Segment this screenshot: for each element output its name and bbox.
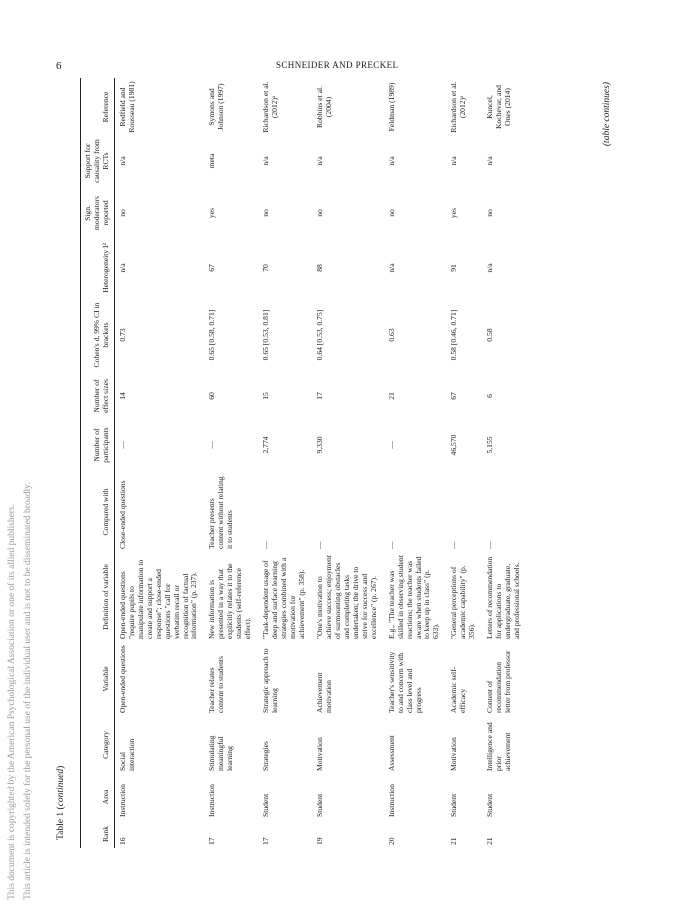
cell-cohens-d: 0.58 [0.46, 0.71] [449, 309, 459, 361]
cell-rank: 21 [449, 837, 459, 845]
rotated-table [54, 78, 622, 848]
copyright-line-1: This document is copyrighted by the American Psychological Association or one of its allied publishers. [7, 503, 17, 900]
cell-effect-sizes: 15 [261, 392, 271, 400]
cell-cohens-d: 0.65 [0.53, 0.81] [261, 309, 271, 361]
cell-rank: 16 [117, 837, 127, 845]
cell-effect-sizes: 17 [314, 392, 324, 400]
copyright-line-2: This article is intended solely for the personal use of the individual user and is not to be disseminated broadly. [23, 482, 33, 900]
cell-moderators: no [314, 209, 324, 217]
cell-reference: Robbins et al. (2004) [314, 86, 333, 128]
cell-participants: 2,774 [261, 436, 271, 454]
col-header: Number of effect sizes [81, 374, 115, 418]
cell-causality: n/a [386, 156, 396, 166]
meta-analysis-table [80, 78, 527, 848]
col-header: Rank [81, 820, 115, 848]
cell-causality: n/a [314, 156, 324, 166]
cell-causality: meta [207, 153, 217, 169]
col-header: Category [81, 716, 115, 774]
cell-moderators: yes [449, 207, 459, 219]
cell-category: Social interaction [117, 738, 136, 771]
cell-category: Stimulating meaningful learning [207, 735, 235, 771]
cell-participants: — [117, 441, 127, 449]
cell-reference: Feldman (1989) [386, 82, 396, 132]
cell-causality: n/a [485, 156, 495, 166]
table-row [204, 78, 258, 848]
table-header-row [81, 78, 115, 848]
table-continues-note: (table continues) [602, 82, 612, 147]
caption-label: Table 1 ( [56, 806, 66, 840]
cell-participants: 46,570 [449, 434, 459, 456]
cell-category: Motivation [314, 737, 324, 771]
table-row [312, 78, 384, 848]
cell-compared-with: — [449, 541, 459, 549]
cell-area: Instruction [207, 784, 217, 817]
cell-compared-with: Close-ended questions [117, 480, 127, 549]
cell-moderators: no [261, 209, 271, 217]
cell-moderators: no [117, 209, 127, 217]
col-header: Area [81, 774, 115, 820]
cell-category: Intelligence and prior achievement [485, 722, 513, 771]
table-row [258, 78, 312, 848]
cell-definition: E.g., "The teacher was skilled in observing student reactions; the teacher was aware when students failed to keep up in class" (p. 633). [386, 555, 441, 639]
cell-variable: Strategic approach to learning [261, 648, 280, 713]
table-row [482, 78, 527, 848]
cell-causality: n/a [117, 156, 127, 166]
cell-rank: 17 [261, 837, 271, 845]
cell-category: Strategies [261, 741, 271, 771]
cell-reference: Symons and Johnson (1997) [207, 83, 226, 131]
col-header: Compared with [81, 472, 115, 552]
cell-area: Student [485, 793, 495, 817]
cell-effect-sizes: 14 [117, 392, 127, 400]
cell-area: Student [314, 793, 324, 817]
cell-compared-with: — [485, 541, 495, 549]
cell-reference: Richardson et al. (2012)ᵃ [449, 81, 468, 133]
cell-area: Student [261, 793, 271, 817]
cell-variable: Academic self-efficacy [449, 666, 468, 713]
cell-definition: "One's motivation to achieve success; enjoyment of surmounting obstacles and completing tasks undertaken; the drive to strive for success and excellence" (p. 267). [314, 555, 378, 639]
cell-rank: 20 [386, 837, 396, 845]
table-row [384, 78, 447, 848]
cell-cohens-d: 0.65 [0.58, 0.71] [207, 309, 217, 361]
col-header: Support for causality from RCTs [81, 136, 115, 186]
cell-compared-with: Teacher presents content without relating it to students [207, 476, 235, 549]
cell-moderators: no [386, 209, 396, 217]
cell-cohens-d: 0.63 [386, 328, 396, 342]
cell-variable: Open-ended questions [117, 645, 127, 713]
cell-reference: Kuncel, Kochevar, and Ones (2014) [485, 85, 513, 129]
cell-cohens-d: 0.73 [117, 328, 127, 342]
cell-compared-with: — [261, 541, 271, 549]
copyright-notice [4, 60, 36, 900]
cell-heterogeneity: n/a [485, 263, 495, 273]
cell-cohens-d: 0.64 [0.53, 0.75] [314, 309, 324, 361]
cell-variable: Content of recommendation letter from professor [485, 650, 513, 713]
cell-causality: n/a [449, 156, 459, 166]
cell-effect-sizes: 60 [207, 392, 217, 400]
cell-effect-sizes: 67 [449, 392, 459, 400]
cell-definition: Letters of recommendation for applications to undergraduate, graduate, and professional schools. [485, 556, 522, 639]
page-number: 6 [56, 60, 62, 72]
cell-heterogeneity: 67 [207, 264, 217, 272]
col-header: Definition of variable [81, 552, 115, 642]
col-header: Heterogeneity I² [81, 240, 115, 296]
cell-area: Instruction [117, 784, 127, 817]
cell-participants: 5,155 [485, 436, 495, 454]
table-row [446, 78, 482, 848]
col-header: Variable [81, 642, 115, 716]
cell-category: Motivation [449, 737, 459, 771]
cell-variable: Achievement motivation [314, 672, 333, 713]
cell-area: Student [449, 793, 459, 817]
cell-category: Assessment [386, 735, 396, 771]
cell-definition: "Task-dependent usage of deep and surface learning strategies combined with a motivation for achievement" (p. 358). [261, 557, 307, 639]
col-header: Reference [81, 78, 115, 136]
cell-variable: Teacher's sensitivity to and concern with class level and progress [386, 651, 423, 713]
cell-heterogeneity: 91 [449, 264, 459, 272]
cell-heterogeneity: n/a [117, 263, 127, 273]
cell-definition: Open-ended questions "require pupils to manipulate information to create and support a response"; close-ended questions "call for verbatim recall or recognition of factual information" (p. 237). [117, 559, 199, 639]
cell-effect-sizes: 21 [386, 392, 396, 400]
caption-close: ) [56, 765, 66, 769]
table-row [114, 78, 204, 848]
cell-moderators: yes [207, 207, 217, 219]
cell-reference: Richardson et al. (2012)ᵃ [261, 81, 280, 133]
caption-continued: continued [56, 768, 66, 807]
cell-definition: "General perceptions of academic capability" (p. 356). [449, 565, 477, 639]
cell-rank: 21 [485, 837, 495, 845]
col-header: Sign. moderators reported [81, 186, 115, 240]
cell-cohens-d: 0.58 [485, 328, 495, 342]
cell-participants: — [207, 441, 217, 449]
cell-compared-with: — [386, 541, 396, 549]
col-header: Cohen's d, 99% CI in brackets [81, 296, 115, 374]
col-header: Number of participants [81, 418, 115, 472]
cell-heterogeneity: n/a [386, 263, 396, 273]
cell-participants: 9,330 [314, 436, 324, 454]
table-caption [56, 766, 66, 840]
cell-heterogeneity: 70 [261, 264, 271, 272]
cell-causality: n/a [261, 156, 271, 166]
cell-moderators: no [485, 209, 495, 217]
cell-rank: 19 [314, 837, 324, 845]
cell-reference: Redfield and Rousseau (1981) [117, 81, 136, 133]
cell-definition: New information is presented in a way that explicitly relates it to the students (self-reference effect). [207, 563, 253, 639]
cell-variable: Teacher relates content to students [207, 656, 226, 713]
cell-heterogeneity: 88 [314, 264, 324, 272]
cell-participants: — [386, 441, 396, 449]
running-head: SCHNEIDER AND PRECKEL [276, 60, 399, 70]
cell-compared-with: — [314, 541, 324, 549]
cell-rank: 17 [207, 837, 217, 845]
cell-effect-sizes: 6 [485, 394, 495, 398]
cell-area: Instruction [386, 784, 396, 817]
